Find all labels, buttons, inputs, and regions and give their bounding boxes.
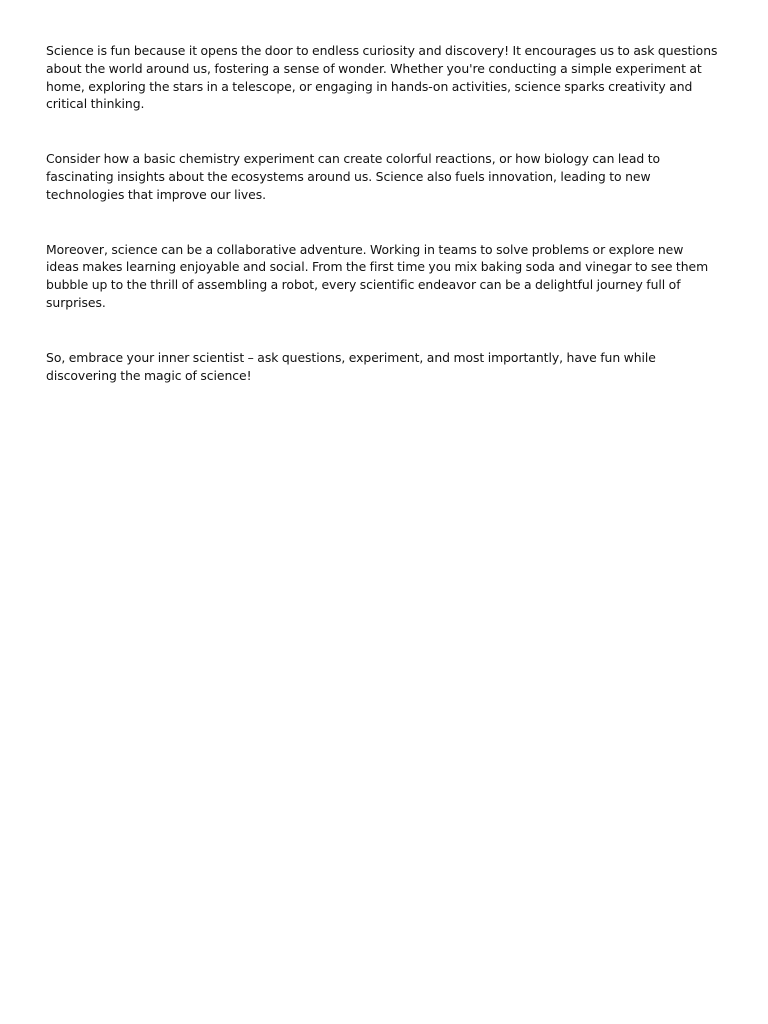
paragraph: Moreover, science can be a collaborative adventure. Working in teams to solve problems or explore new ideas makes learning enjoyable and social. From the first time you mix baking soda and vinegar to see them bubble up to the thrill of assembling a robot, every scientific endeavor can be a delightful journey full of surprises. xyxy=(46,241,709,310)
paragraph: Consider how a basic chemistry experiment can create colorful reactions, or how biology can lead to fascinating insights about the ecosystems around us. Science also fuels innovation, leading to new technologies that improve our lives. xyxy=(46,151,661,202)
document-body xyxy=(46,42,718,421)
paragraph: So, embrace your inner scientist – ask questions, experiment, and most importantly, have fun while discovering the magic of science! xyxy=(46,349,656,383)
paragraph: Science is fun because it opens the door to endless curiosity and discovery! It encourages us to ask questions about the world around us, fostering a sense of wonder. Whether you're conducting a simple experiment at home, exploring the stars in a telescope, or engaging in hands-on activities, science sparks creativity and critical thinking. xyxy=(46,43,718,112)
